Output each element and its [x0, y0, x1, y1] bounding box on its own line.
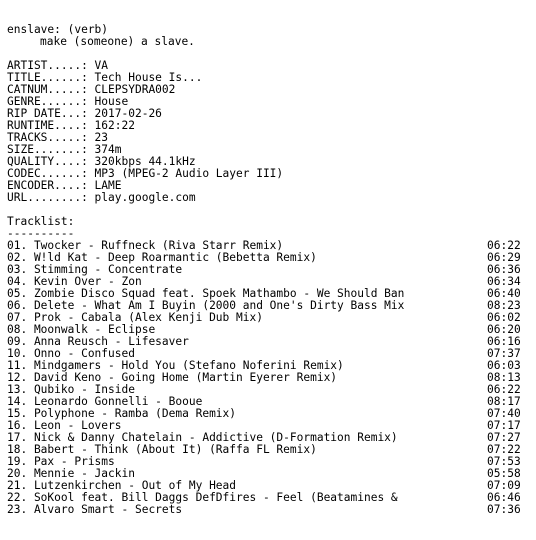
track-time: 07:27: [487, 431, 521, 444]
track-title: 06. Delete - What Am I Buyin (2000 and One's Dirty Bass Mix: [7, 300, 405, 312]
track-title: 01. Twocker - Ruffneck (Riva Starr Remix): [7, 240, 284, 252]
track-row: [7, 348, 529, 360]
release-info: [7, 60, 529, 204]
track-time: 06:20: [487, 323, 521, 336]
info-runtime: RUNTIME....: 162:22: [7, 120, 135, 132]
track-time: 07:09: [487, 479, 521, 492]
info-tracks: TRACKS.....: 23: [7, 132, 109, 144]
track-title: 21. Lutzenkirchen - Out of My Head: [7, 480, 237, 492]
info-encoder: ENCODER....: LAME: [7, 180, 122, 192]
track-row: [7, 396, 529, 408]
track-title: 07. Prok - Cabala (Alex Kenji Dub Mix): [7, 312, 263, 324]
track-time: 06:03: [487, 359, 521, 372]
track-row: [7, 456, 529, 468]
track-title: 05. Zombie Disco Squad feat. Spoek Mathambo - We Should Ban: [7, 288, 405, 300]
info-genre: GENRE......: House: [7, 96, 129, 108]
track-title: 02. W!ld Kat - Deep Roarmantic (Bebetta Remix): [7, 252, 317, 264]
track-title: 17. Nick & Danny Chatelain - Addictive (D-Formation Remix): [7, 432, 398, 444]
track-row: [7, 420, 529, 432]
definition-meaning: make (someone) a slave.: [40, 36, 195, 48]
track-time: 08:17: [487, 395, 521, 408]
track-row: [7, 324, 529, 336]
track-time: 07:22: [487, 443, 521, 456]
track-row: [7, 504, 529, 516]
track-row: [7, 480, 529, 492]
track-row: [7, 408, 529, 420]
track-time: 06:29: [487, 251, 521, 264]
track-row: [7, 252, 529, 264]
track-row: [7, 312, 529, 324]
tracklist: [7, 240, 529, 516]
track-time: 08:13: [487, 371, 521, 384]
track-row: [7, 384, 529, 396]
track-title: 16. Leon - Lovers: [7, 420, 122, 432]
track-row: [7, 276, 529, 288]
track-title: 20. Mennie - Jackin: [7, 468, 135, 480]
track-row: [7, 264, 529, 276]
track-title: 12. David Keno - Going Home (Martin Eyerer Remix): [7, 372, 338, 384]
track-time: 06:16: [487, 335, 521, 348]
track-row: [7, 240, 529, 252]
track-time: 06:22: [487, 239, 521, 252]
info-catnum: CATNUM.....: CLEPSYDRA002: [7, 84, 176, 96]
track-row: [7, 492, 529, 504]
track-time: 07:53: [487, 455, 521, 468]
info-rip-date: RIP DATE...: 2017-02-26: [7, 108, 162, 120]
tracklist-heading: Tracklist:: [7, 216, 75, 228]
track-row: [7, 372, 529, 384]
spacer: [7, 48, 529, 60]
track-time: 07:40: [487, 407, 521, 420]
track-title: 15. Polyphone - Ramba (Dema Remix): [7, 408, 237, 420]
info-artist: ARTIST.....: VA: [7, 60, 109, 72]
tracklist-rule: ----------: [7, 228, 75, 240]
track-row: [7, 336, 529, 348]
track-title: 23. Alvaro Smart - Secrets: [7, 504, 183, 516]
track-title: 04. Kevin Over - Zon: [7, 276, 142, 288]
track-time: 06:40: [487, 287, 521, 300]
track-title: 22. SoKool feat. Bill Daggs DefDfires - Feel (Beatamines &: [7, 492, 398, 504]
track-title: 11. Mindgamers - Hold You (Stefano Noferini Remix): [7, 360, 344, 372]
track-time: 06:46: [487, 491, 521, 504]
track-row: [7, 432, 529, 444]
track-row: [7, 360, 529, 372]
track-title: 09. Anna Reusch - Lifesaver: [7, 336, 189, 348]
track-row: [7, 300, 529, 312]
track-time: 07:36: [487, 503, 521, 516]
track-time: 06:22: [487, 383, 521, 396]
info-size: SIZE.......: 374m: [7, 144, 122, 156]
info-codec: CODEC......: MP3 (MPEG-2 Audio Layer III): [7, 168, 284, 180]
track-row: [7, 468, 529, 480]
info-quality: QUALITY....: 320kbps 44.1kHz: [7, 156, 196, 168]
info-title: TITLE......: Tech House Is...: [7, 72, 203, 84]
info-url: URL........: play.google.com: [7, 192, 196, 204]
track-title: 10. Onno - Confused: [7, 348, 135, 360]
track-title: 18. Babert - Think (About It) (Raffa FL Remix): [7, 444, 317, 456]
track-time: 06:34: [487, 275, 521, 288]
track-row: [7, 444, 529, 456]
track-time: 07:17: [487, 419, 521, 432]
track-title: 08. Moonwalk - Eclipse: [7, 324, 156, 336]
spacer: [7, 204, 529, 216]
track-row: [7, 288, 529, 300]
nfo-document: [7, 24, 529, 516]
track-title: 13. Qubiko - Inside: [7, 384, 135, 396]
track-time: 07:37: [487, 347, 521, 360]
track-time: 08:23: [487, 299, 521, 312]
track-title: 03. Stimming - Concentrate: [7, 264, 183, 276]
track-time: 06:36: [487, 263, 521, 276]
track-title: 19. Pax - Prisms: [7, 456, 115, 468]
definition-term: enslave: (verb): [7, 24, 109, 36]
track-time: 06:02: [487, 311, 521, 324]
track-time: 05:58: [487, 467, 521, 480]
track-title: 14. Leonardo Gonnelli - Booue: [7, 396, 203, 408]
